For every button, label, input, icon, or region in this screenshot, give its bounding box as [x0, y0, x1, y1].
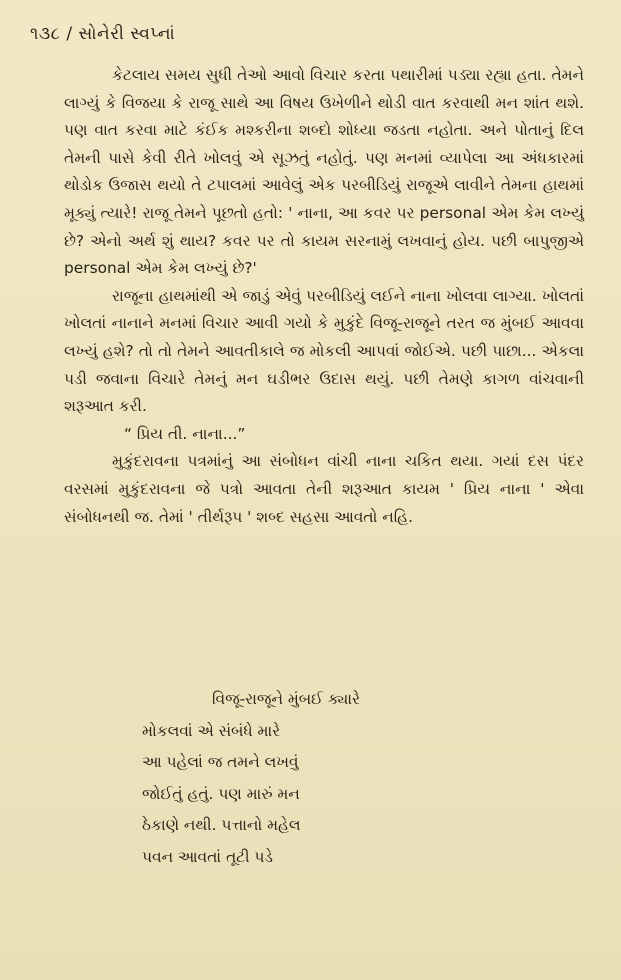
letter-line-3: આ પહેલાં જ તમને લખવું	[142, 753, 299, 771]
paragraph-2: રાજૂના હાથમાંથી એ જાડું એવું પરબીડિયું લઈને નાના ખોલવા લાગ્યા. ખોલતાં ખોલતાં નાનાને મનમાં વિચાર આવી ગયો કે મુકુંદે વિજૂ-રાજૂને તરત જ મુંબઈ આવવા લખ્યું હશે? તો તો તેમને આવતીકાલે જ મોકલી આપવાં જોઈએ. પછી પાછા... એકલા પડી જવાના વિચારે તેમનું મન ઘડીભર ઉદાસ થયું. પછી તેમણે કાગળ વાંચવાની શરૂઆત કરી.	[64, 286, 584, 416]
letter-line-4: જોઈતું હતું. પણ મારું મન	[142, 784, 300, 803]
letter-greeting: “ પ્રિય તી. નાના...”	[124, 424, 246, 443]
body-text	[64, 62, 584, 531]
paragraph-3: મુકુંદરાવના પત્રમાંનું આ સંબોધન વાંચી નાના ચકિત થયા. ગયાં દસ પંદર વરસમાં મુકુંદરાવના જે પત્રો આવતા તેની શરૂઆત કાયમ ' પ્રિય નાના ' એવા સંબોધનથી જ. તેમાં ' તીર્થરૂપ ' શબ્દ સહસા આવતો નહિ.	[64, 452, 584, 526]
letter-excerpt	[64, 684, 584, 873]
letter-line-6: પવન આવતાં તૂટી પડે	[142, 847, 273, 866]
letter-line-5: ઠેકાણે નથી. પત્તાનો મહેલ	[142, 816, 301, 834]
letter-line-2: મોકલવાં એ સંબંધે મારે	[142, 721, 281, 740]
running-head: ૧૩૮ / સોનેરી સ્વપ્નાં	[30, 24, 176, 44]
letter-line-1: વિજૂ-રાજૂને મુંબઈ ક્યારે	[212, 690, 361, 708]
paragraph-1: કેટલાય સમય સુધી તેઓ આવો વિચાર કરતા પથારીમાં પડ્યા રહ્યા હતા. તેમને લાગ્યું કે વિજયા કે રાજૂ સાથે આ વિષય ઉખેળીને થોડી વાત કરવાથી મન શાંત થશે. પણ વાત કરવા માટે કંઈક મશ્કરીના શબ્દો શોધ્યા જડતા નહોતા. અને પોતાનું દિલ તેમની પાસે કેવી રીતે ખોલવું એ સૂઝતું નહોતું. પણ મનમાં વ્યાપેલા આ અંધકારમાં થોડોક ઉજાસ થયો તે ટપાલમાં આવેલું એક પરબીડિયું રાજૂએ લાવીને તેમના હાથમાં મૂક્યું ત્યારે! રાજૂ તેમને પૂછતો હતો: ' નાના, આ કવર પર personal એમ કેમ લખ્યું છે? એનો અર્થ શું થાય? કવર પર તો કાયમ સરનામું લખવાનું હોય. પછી બાપુજીએ personal એમ કેમ લખ્યું છે?'	[64, 66, 584, 278]
